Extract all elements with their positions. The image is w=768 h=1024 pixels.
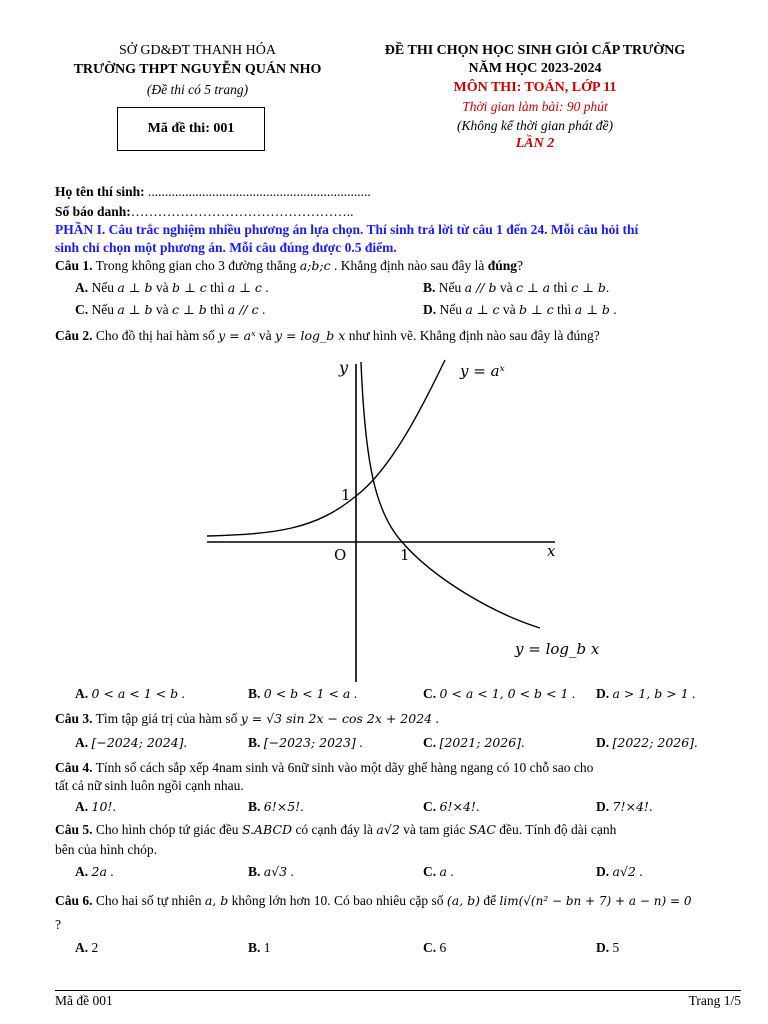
log-curve (361, 362, 540, 628)
q4-option-a[interactable] (75, 799, 116, 815)
option-math: a ⊥ c (465, 302, 500, 317)
q2-math-1: y = aˣ (218, 328, 256, 343)
option-label: B. (248, 799, 261, 814)
subject: MÔN THI: TOÁN, LỚP 11 (453, 80, 617, 95)
exam-code: Mã đề thi: 001 (147, 121, 235, 136)
q2-option-c[interactable] (423, 686, 575, 702)
option-label: C. (423, 686, 437, 701)
q6-math-3: lim(√(n² − bn + 7) + a − n) = 0 (499, 894, 692, 908)
option-text: Nếu (88, 280, 118, 295)
origin-label: O (334, 546, 347, 564)
option-math: b ⊥ c (519, 302, 554, 317)
option-text: Nếu (88, 302, 118, 317)
option-label: B. (248, 864, 261, 879)
option-text: . (300, 799, 304, 814)
q1-math: a;b;c (299, 258, 331, 273)
option-math: b ⊥ c (172, 280, 207, 295)
q5-math-2: a√2 (376, 822, 400, 837)
option-text: . (475, 799, 480, 814)
option-math: a ⊥ b (574, 302, 610, 317)
option-math: 0 < a < 1, 0 < b < 1 (439, 686, 569, 701)
q2-math-2: y = log_b x (275, 328, 346, 343)
option-text: . (694, 735, 698, 750)
option-label: C. (423, 735, 437, 750)
exam-round: LẦN 2 (515, 136, 555, 151)
option-text: . (446, 864, 454, 879)
q6-text-2: không lớn hơn 10. Có bao nhiêu cặp số (228, 893, 447, 908)
q6-math-1: a, b (204, 893, 229, 908)
student-name-dots: .................................................................. (144, 184, 371, 199)
q5-math-3: SAC (468, 822, 496, 837)
option-text: và (499, 302, 520, 317)
q3-text: Tìm tập giá trị của hàm số (92, 711, 241, 726)
q5-option-c[interactable] (423, 864, 454, 880)
q2-option-a[interactable] (75, 686, 185, 702)
option-text: . (568, 686, 576, 701)
option-text: thì (206, 280, 228, 295)
q4-option-d[interactable] (596, 799, 652, 815)
q6-text: Cho hai số tự nhiên (92, 893, 205, 908)
option-label: D. (596, 799, 610, 814)
function-graph (195, 352, 600, 684)
x-one-label: 1 (400, 546, 410, 564)
option-text: 1 (260, 940, 271, 955)
q2-text-2: và (255, 328, 276, 343)
option-label: D. (596, 940, 610, 955)
option-math: a ⊥ c (227, 280, 262, 295)
option-text: . (287, 864, 294, 879)
option-text: . (648, 799, 653, 814)
q5-text-4: đều. Tính độ dài cạnh (495, 822, 617, 837)
option-text: thì (553, 302, 575, 317)
option-math: c ⊥ a (515, 280, 551, 295)
q5-math-1: S.ABCD (241, 822, 293, 837)
q1-label: Câu 1. (55, 258, 93, 273)
q5-option-b[interactable] (248, 864, 294, 880)
option-text: . (521, 735, 525, 750)
q1-option-d[interactable] (423, 302, 617, 318)
student-id-label: Số báo danh: (55, 204, 131, 219)
q5-text-2: có cạnh đáy là (292, 822, 377, 837)
question-6 (55, 893, 691, 909)
option-math: a // c (227, 302, 259, 317)
q5-text-line-2: bên của hình chóp. (55, 842, 157, 857)
option-text: . (106, 864, 114, 879)
q1-text: Trong không gian cho 3 đường thẳng (92, 258, 300, 273)
part1-instruction-2: sinh chỉ chọn một phương án. Mỗi câu đúng được 0.5 điểm. (55, 240, 397, 255)
pages-note: (Đề thi có 5 trang) (146, 82, 249, 97)
q3-option-b[interactable] (248, 735, 363, 751)
option-text: . (258, 302, 266, 317)
footer-exam-code: Mã đề 001 (55, 993, 113, 1008)
option-text: . (178, 686, 185, 701)
option-label: C. (423, 940, 437, 955)
option-math: 10! (91, 799, 113, 814)
option-label: A. (75, 864, 89, 879)
option-math: 2a (91, 864, 107, 879)
option-math: a ⊥ b (117, 302, 153, 317)
q2-text-3: như hình vẽ. Khẳng định nào sau đây là đúng? (345, 328, 600, 343)
option-math: 0 < b < 1 < a (263, 686, 351, 701)
option-text: 6 (436, 940, 447, 955)
q6-option-b[interactable] (248, 940, 271, 956)
option-label: B. (248, 940, 261, 955)
q1-option-b[interactable] (423, 280, 609, 296)
q6-option-c[interactable] (423, 940, 446, 956)
option-math: 6!×4! (439, 799, 476, 814)
exam-code-box (117, 107, 265, 151)
option-text: . (261, 280, 269, 295)
option-text: . (635, 864, 643, 879)
option-text: . (112, 799, 116, 814)
student-id-line (55, 204, 354, 220)
option-math: a√2 (612, 864, 636, 879)
option-math: a√3 (263, 864, 288, 879)
option-math: [−2024; 2024] (91, 735, 184, 750)
q6-text-3: để (480, 893, 500, 908)
student-name-line (55, 184, 371, 200)
question-3 (55, 711, 439, 727)
q6-math-2: (a, b) (446, 893, 481, 908)
option-math: a // b (464, 280, 497, 295)
option-label: B. (248, 686, 261, 701)
student-name-label: Họ tên thí sinh: (55, 184, 145, 199)
option-math: 6!×5! (263, 799, 301, 814)
y-one-label: 1 (341, 486, 351, 504)
option-label: B. (423, 280, 436, 295)
q2-label: Câu 2. (55, 328, 93, 343)
q3-math: y = √3 sin 2x − cos 2x + 2024 (240, 711, 433, 726)
option-text: . (609, 302, 617, 317)
q2-option-b[interactable] (248, 686, 357, 702)
option-text: . (688, 686, 696, 701)
option-math: a > 1, b > 1 (612, 686, 689, 701)
student-id-dots: ………………………………………….. (130, 204, 354, 219)
option-label: B. (248, 735, 261, 750)
option-label: A. (75, 280, 89, 295)
time-note: (Không kể thời gian phát đề) (456, 118, 614, 133)
school-name: TRƯỜNG THPT NGUYỄN QUÁN NHO (73, 62, 322, 77)
exam-time: Thời gian làm bài: 90 phút (462, 99, 608, 114)
option-math: c ⊥ b (172, 302, 207, 317)
q6-option-d[interactable] (596, 940, 619, 956)
q1-option-c[interactable] (75, 302, 265, 318)
option-label: D. (423, 302, 437, 317)
school-year: NĂM HỌC 2023-2024 (468, 61, 602, 76)
q1-emphasis: đúng (487, 258, 517, 273)
option-text: 2 (88, 940, 99, 955)
footer-divider (55, 990, 741, 991)
q3-label: Câu 3. (55, 711, 93, 726)
option-text: thì (550, 280, 572, 295)
option-text: và (152, 302, 173, 317)
q1-text-3: ? (517, 258, 523, 273)
x-axis-label: x (547, 542, 556, 560)
option-math: 7!×4! (612, 799, 649, 814)
option-text: . (355, 735, 363, 750)
q2-text: Cho đồ thị hai hàm số (92, 328, 219, 343)
exp-curve (207, 360, 445, 536)
q5-text: Cho hình chóp tứ giác đều (92, 822, 242, 837)
q5-text-3: và tam giác (399, 822, 469, 837)
question-1 (55, 258, 523, 274)
question-2 (55, 328, 600, 344)
department-name: SỞ GD&ĐT THANH HÓA (119, 43, 276, 58)
option-math: [2022; 2026] (612, 735, 695, 750)
q4-label: Câu 4. (55, 760, 93, 775)
q5-option-d[interactable] (596, 864, 643, 880)
q1-text-2: . Khẳng định nào sau đây là (330, 258, 488, 273)
log-curve-label: y = log_b x (515, 640, 600, 658)
q4-option-b[interactable] (248, 799, 304, 815)
q5-option-a[interactable] (75, 864, 114, 880)
option-text: 5 (609, 940, 620, 955)
option-label: A. (75, 940, 89, 955)
option-text: thì (206, 302, 228, 317)
question-4 (55, 760, 593, 776)
option-label: D. (596, 864, 610, 879)
option-text: . (183, 735, 187, 750)
option-label: A. (75, 735, 89, 750)
footer-page-number: Trang 1/5 (688, 993, 741, 1008)
option-text: và (496, 280, 516, 295)
option-label: A. (75, 686, 89, 701)
q5-label: Câu 5. (55, 822, 93, 837)
q3-option-d[interactable] (596, 735, 697, 751)
y-axis-label: y (339, 358, 349, 377)
q4-text-line-2: tất cả nữ sinh luôn ngồi cạnh nhau. (55, 778, 244, 793)
exam-title: ĐỀ THI CHỌN HỌC SINH GIỎI CẤP TRƯỜNG (384, 43, 686, 58)
option-text: và (152, 280, 173, 295)
option-math: a (439, 864, 447, 879)
option-text: . (605, 280, 610, 295)
option-text: Nếu (435, 280, 465, 295)
option-text: . (350, 686, 358, 701)
q3-text-2: . (432, 711, 439, 726)
option-label: C. (423, 864, 437, 879)
part1-instruction-1: PHẦN I. Câu trắc nghiệm nhiều phương án lựa chọn. Thí sinh trả lời từ câu 1 đến 24. Mỗi câu hỏi thí (55, 222, 639, 237)
option-math: [2021; 2026] (439, 735, 522, 750)
option-label: D. (596, 735, 610, 750)
q1-option-a[interactable] (75, 280, 269, 296)
q6-label: Câu 6. (55, 893, 93, 908)
q4-option-c[interactable] (423, 799, 479, 815)
option-text: Nếu (436, 302, 466, 317)
option-math: [−2023; 2023] (263, 735, 356, 750)
q3-option-a[interactable] (75, 735, 187, 751)
q6-text-line-2: ? (55, 917, 61, 932)
option-math: a ⊥ b (117, 280, 153, 295)
option-math: 0 < a < 1 < b (91, 686, 179, 701)
option-label: C. (75, 302, 89, 317)
question-5 (55, 822, 616, 838)
option-label: C. (423, 799, 437, 814)
option-label: A. (75, 799, 89, 814)
q6-option-a[interactable] (75, 940, 98, 956)
q4-text: Tính số cách sắp xếp 4nam sinh và 6nữ sinh vào một dãy ghế hàng ngang có 10 chỗ sao cho (92, 760, 594, 775)
q2-option-d[interactable] (596, 686, 695, 702)
option-math: c ⊥ b (571, 280, 606, 295)
q3-option-c[interactable] (423, 735, 524, 751)
option-label: D. (596, 686, 610, 701)
exp-curve-label: y = aˣ (460, 362, 505, 380)
